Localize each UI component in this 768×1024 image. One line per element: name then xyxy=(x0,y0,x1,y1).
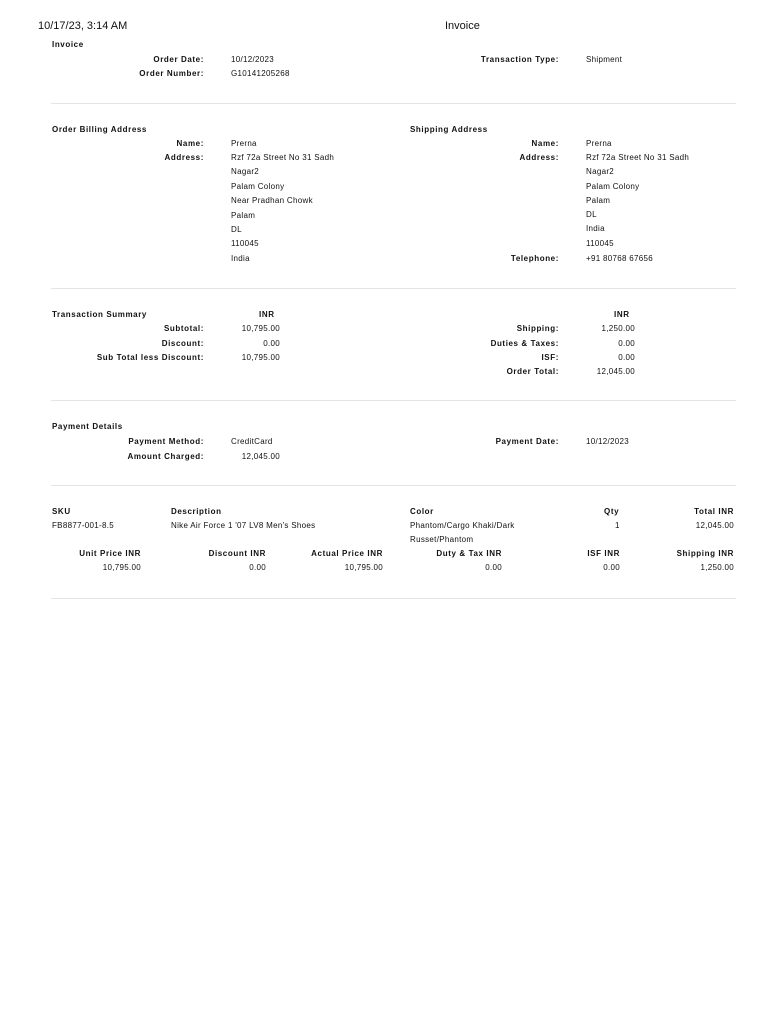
order-number-value: G10141205268 xyxy=(231,69,290,78)
billing-name: Prerna xyxy=(231,139,257,148)
payment-heading: Payment Details xyxy=(52,422,123,431)
billing-name-label: Name: xyxy=(176,139,204,148)
divider xyxy=(51,598,736,599)
order-date-label: Order Date: xyxy=(153,55,204,64)
item-shipping: 1,250.00 xyxy=(700,563,734,572)
summary-currency-right: INR xyxy=(614,310,630,319)
shipping-address-line: Palam xyxy=(586,196,611,205)
header-sku: SKU xyxy=(52,507,71,516)
order-date-value: 10/12/2023 xyxy=(231,55,275,64)
discount-label: Discount: xyxy=(161,339,204,348)
item-discount: 0.00 xyxy=(249,563,266,572)
telephone-value: +91 80768 67656 xyxy=(586,254,654,263)
amount-charged-value: 12,045.00 xyxy=(241,452,280,461)
billing-heading: Order Billing Address xyxy=(52,125,147,134)
billing-address-line: Nagar2 xyxy=(231,167,260,176)
subtotal-label: Subtotal: xyxy=(163,324,204,333)
payment-method-value: CreditCard xyxy=(231,437,273,446)
transaction-type-label: Transaction Type: xyxy=(480,55,559,64)
summary-currency-left: INR xyxy=(259,310,275,319)
discount-value: 0.00 xyxy=(263,339,280,348)
transaction-type-value: Shipment xyxy=(586,55,623,64)
item-unit-price: 10,795.00 xyxy=(102,563,141,572)
item-color-line1: Phantom/Cargo Khaki/Dark xyxy=(410,521,515,530)
telephone-label: Telephone: xyxy=(510,254,559,263)
item-color-line2: Russet/Phantom xyxy=(410,535,474,544)
shipping-address-line: 110045 xyxy=(586,239,614,248)
isf-label: ISF: xyxy=(541,353,559,362)
subtotal-less-label: Sub Total less Discount: xyxy=(96,353,204,362)
item-qty: 1 xyxy=(615,521,620,530)
divider xyxy=(51,485,736,486)
header-description: Description xyxy=(171,507,222,516)
print-datetime: 10/17/23, 3:14 AM xyxy=(38,20,128,32)
item-duty-tax: 0.00 xyxy=(485,563,502,572)
print-title: Invoice xyxy=(445,20,480,32)
header-qty: Qty xyxy=(604,507,620,516)
billing-address-line: DL xyxy=(231,225,242,234)
shipping-cost-value: 1,250.00 xyxy=(601,324,635,333)
billing-address-line: Near Pradhan Chowk xyxy=(231,196,313,205)
shipping-address-label: Address: xyxy=(519,153,559,162)
header-shipping: Shipping INR xyxy=(676,549,734,558)
duties-value: 0.00 xyxy=(618,339,635,348)
item-total: 12,045.00 xyxy=(695,521,734,530)
shipping-address-line: DL xyxy=(586,210,597,219)
payment-method-label: Payment Method: xyxy=(128,437,204,446)
billing-address-line: India xyxy=(231,254,250,263)
billing-address-line: Palam xyxy=(231,211,256,220)
item-isf: 0.00 xyxy=(603,563,620,572)
item-description: Nike Air Force 1 '07 LV8 Men's Shoes xyxy=(171,521,316,530)
header-unit-price: Unit Price INR xyxy=(79,549,141,558)
header-color: Color xyxy=(410,507,434,516)
billing-address-label: Address: xyxy=(164,153,204,162)
order-number-label: Order Number: xyxy=(139,69,204,78)
shipping-name: Prerna xyxy=(586,139,612,148)
subtotal-value: 10,795.00 xyxy=(241,324,280,333)
shipping-address-line: Nagar2 xyxy=(586,167,615,176)
shipping-address-line: India xyxy=(586,224,605,233)
billing-address-line: Palam Colony xyxy=(231,182,285,191)
shipping-address-line: Palam Colony xyxy=(586,182,640,191)
shipping-heading: Shipping Address xyxy=(410,125,488,134)
duties-label: Duties & Taxes: xyxy=(490,339,559,348)
payment-date-value: 10/12/2023 xyxy=(586,437,630,446)
shipping-name-label: Name: xyxy=(531,139,559,148)
header-isf: ISF INR xyxy=(587,549,620,558)
summary-heading: Transaction Summary xyxy=(52,310,147,319)
header-total: Total INR xyxy=(694,507,734,516)
order-total-value: 12,045.00 xyxy=(596,367,635,376)
payment-date-label: Payment Date: xyxy=(495,437,559,446)
header-duty-tax: Duty & Tax INR xyxy=(436,549,502,558)
shipping-address-line: Rzf 72a Street No 31 Sadh xyxy=(586,153,690,162)
order-total-label: Order Total: xyxy=(506,367,559,376)
invoice-heading: Invoice xyxy=(52,40,84,49)
billing-address-line: Rzf 72a Street No 31 Sadh xyxy=(231,153,335,162)
subtotal-less-value: 10,795.00 xyxy=(241,353,280,362)
billing-address-line: 110045 xyxy=(231,239,259,248)
isf-value: 0.00 xyxy=(618,353,635,362)
amount-charged-label: Amount Charged: xyxy=(127,452,204,461)
item-actual-price: 10,795.00 xyxy=(344,563,383,572)
shipping-cost-label: Shipping: xyxy=(516,324,559,333)
divider xyxy=(51,288,736,289)
header-actual-price: Actual Price INR xyxy=(311,549,383,558)
header-discount: Discount INR xyxy=(208,549,266,558)
item-sku: FB8877-001-8.5 xyxy=(52,521,115,530)
divider xyxy=(51,103,736,104)
divider xyxy=(51,400,736,401)
